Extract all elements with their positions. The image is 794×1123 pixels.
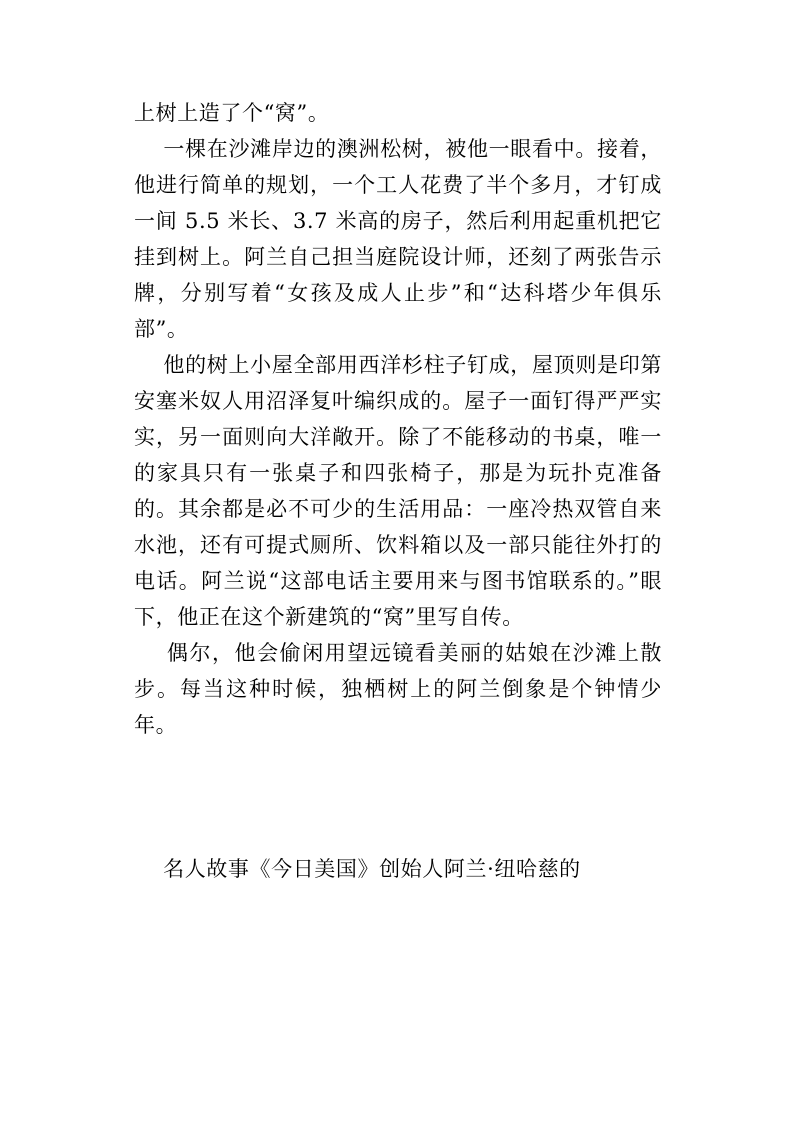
paragraph-2: 一棵在沙滩岸边的澳洲松树，被他一眼看中。接着，他进行简单的规划，一个工人花费了半个多月，才钉成一间 5.5 米长、3.7 米高的房子，然后利用起重机把它挂到树上。阿兰自己担当庭院设计师，还刻了两张告示牌，分别写着“女孩及成人止步”和“达科塔少年俱乐部”。 [134,137,662,341]
section-gap [134,743,662,851]
paragraph-3: 他的树上小屋全部用西洋杉柱子钉成，屋顶则是印第安塞米奴人用沼泽复叶编织成的。屋子一面钉得严严实实，另一面则向大洋敞开。除了不能移动的书桌，唯一的家具只有一张桌子和四张椅子，那是为玩扑克准备的。其余都是必不可少的生活用品：一座冷热双管自来水池，还有可提式厕所、饮料箱以及一部只能往外打的电话。阿兰说“这部电话主要用来与图书馆联系的。”眼下，他正在这个新建筑的“窝”里写自传。 [134,353,662,629]
document-page [134,95,662,887]
story-title-line: 名人故事《今日美国》创始人阿兰·纽哈慈的 [134,857,581,881]
paragraph-1: 上树上造了个“窝”。 [134,101,330,125]
paragraph-4: 偶尔，他会偷闲用望远镜看美丽的姑娘在沙滩上散步。每当这种时候，独栖树上的阿兰倒象是个钟情少年。 [134,641,663,737]
